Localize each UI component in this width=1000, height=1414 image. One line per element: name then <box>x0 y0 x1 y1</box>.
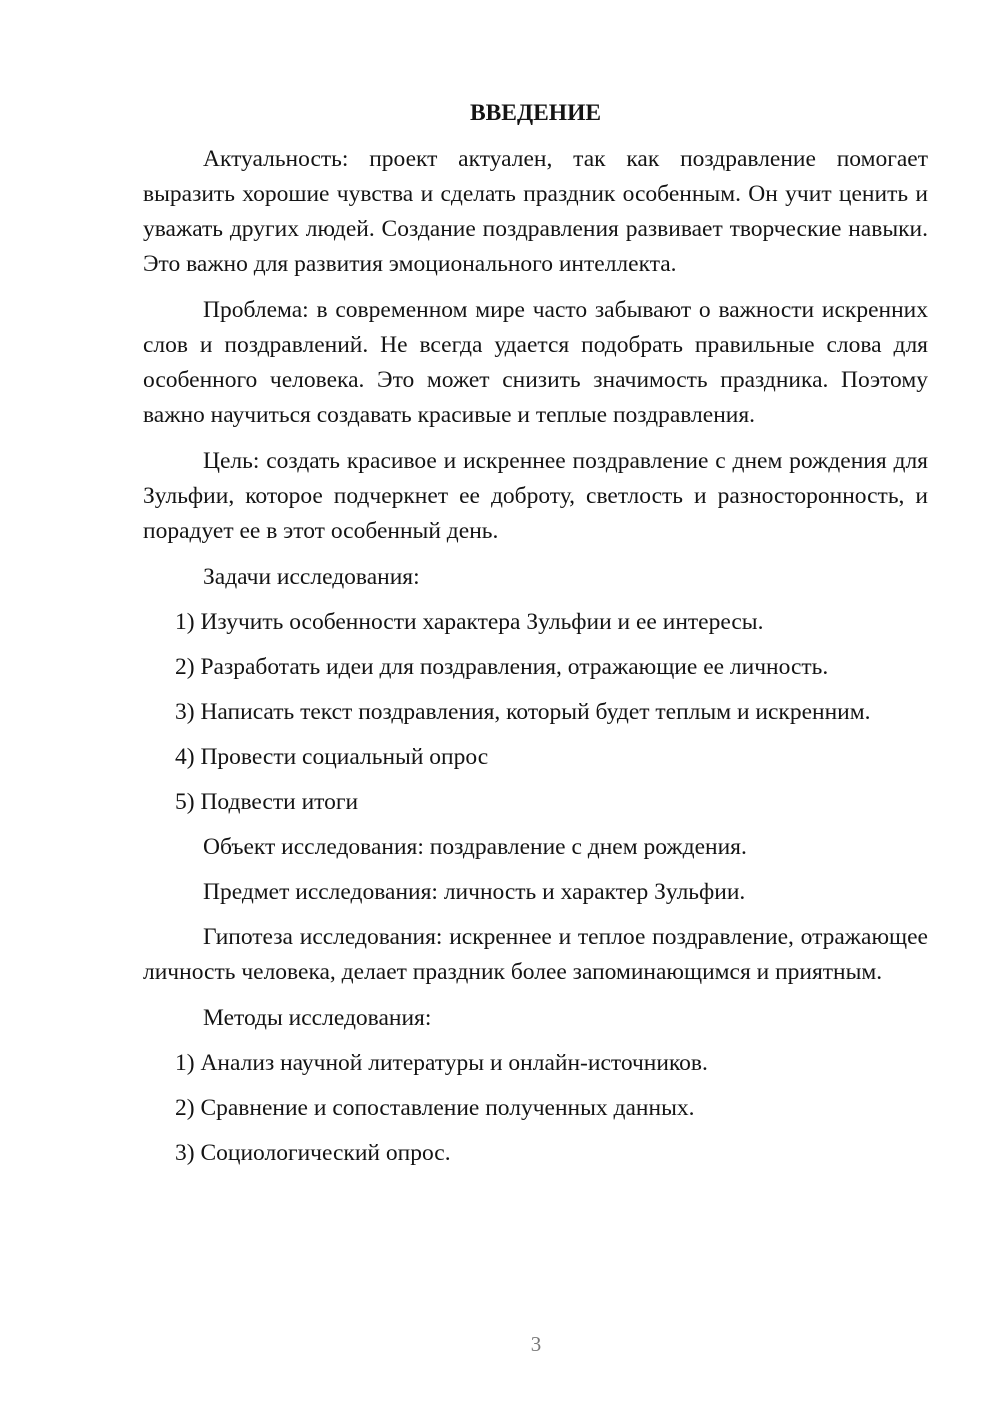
research-subject: Предмет исследования: личность и характер Зульфии. <box>203 879 746 905</box>
task-item: 3) Написать текст поздравления, который будет теплым и искренним. <box>175 699 871 725</box>
page-number: 3 <box>530 1332 542 1356</box>
goal-paragraph: Цель: создать красивое и искреннее поздравление с днем рождения для Зульфии, которое подчеркнет ее доброту, светлость и разносторонность, и порадует ее в этот особенный день. <box>143 448 928 544</box>
research-object: Объект исследования: поздравление с днем рождения. <box>203 834 747 860</box>
problem-paragraph: Проблема: в современном мире часто забывают о важности искренних слов и поздравлений. Не всегда удается подобрать правильные слова для особенного человека. Это может снизить значимость праздника. Поэтому важно научиться создавать красивые и теплые поздравления. <box>143 297 928 428</box>
method-item: 3) Социологический опрос. <box>175 1140 451 1166</box>
hypothesis-paragraph: Гипотеза исследования: искреннее и теплое поздравление, отражающее личность человека, делает праздник более запоминающимся и приятным. <box>143 924 928 985</box>
method-item: 2) Сравнение и сопоставление полученных данных. <box>175 1095 695 1121</box>
relevance-paragraph: Актуальность: проект актуален, так как поздравление помогает выразить хорошие чувства и сделать праздник особенным. Он учит ценить и уважать других людей. Создание поздравления развивает творческие навыки. Это важно для развития эмоционального интеллекта. <box>143 146 928 277</box>
methods-heading: Методы исследования: <box>203 1005 432 1031</box>
page-content <box>143 96 928 1181</box>
method-item: 1) Анализ научной литературы и онлайн-источников. <box>175 1050 708 1076</box>
task-item: 5) Подвести итоги <box>175 789 359 815</box>
task-item: 4) Провести социальный опрос <box>175 744 489 770</box>
tasks-heading: Задачи исследования: <box>203 564 420 590</box>
task-item: 2) Разработать идеи для поздравления, отражающие ее личность. <box>175 654 829 680</box>
section-heading: ВВЕДЕНИЕ <box>469 100 602 126</box>
task-item: 1) Изучить особенности характера Зульфии и ее интересы. <box>175 609 764 635</box>
